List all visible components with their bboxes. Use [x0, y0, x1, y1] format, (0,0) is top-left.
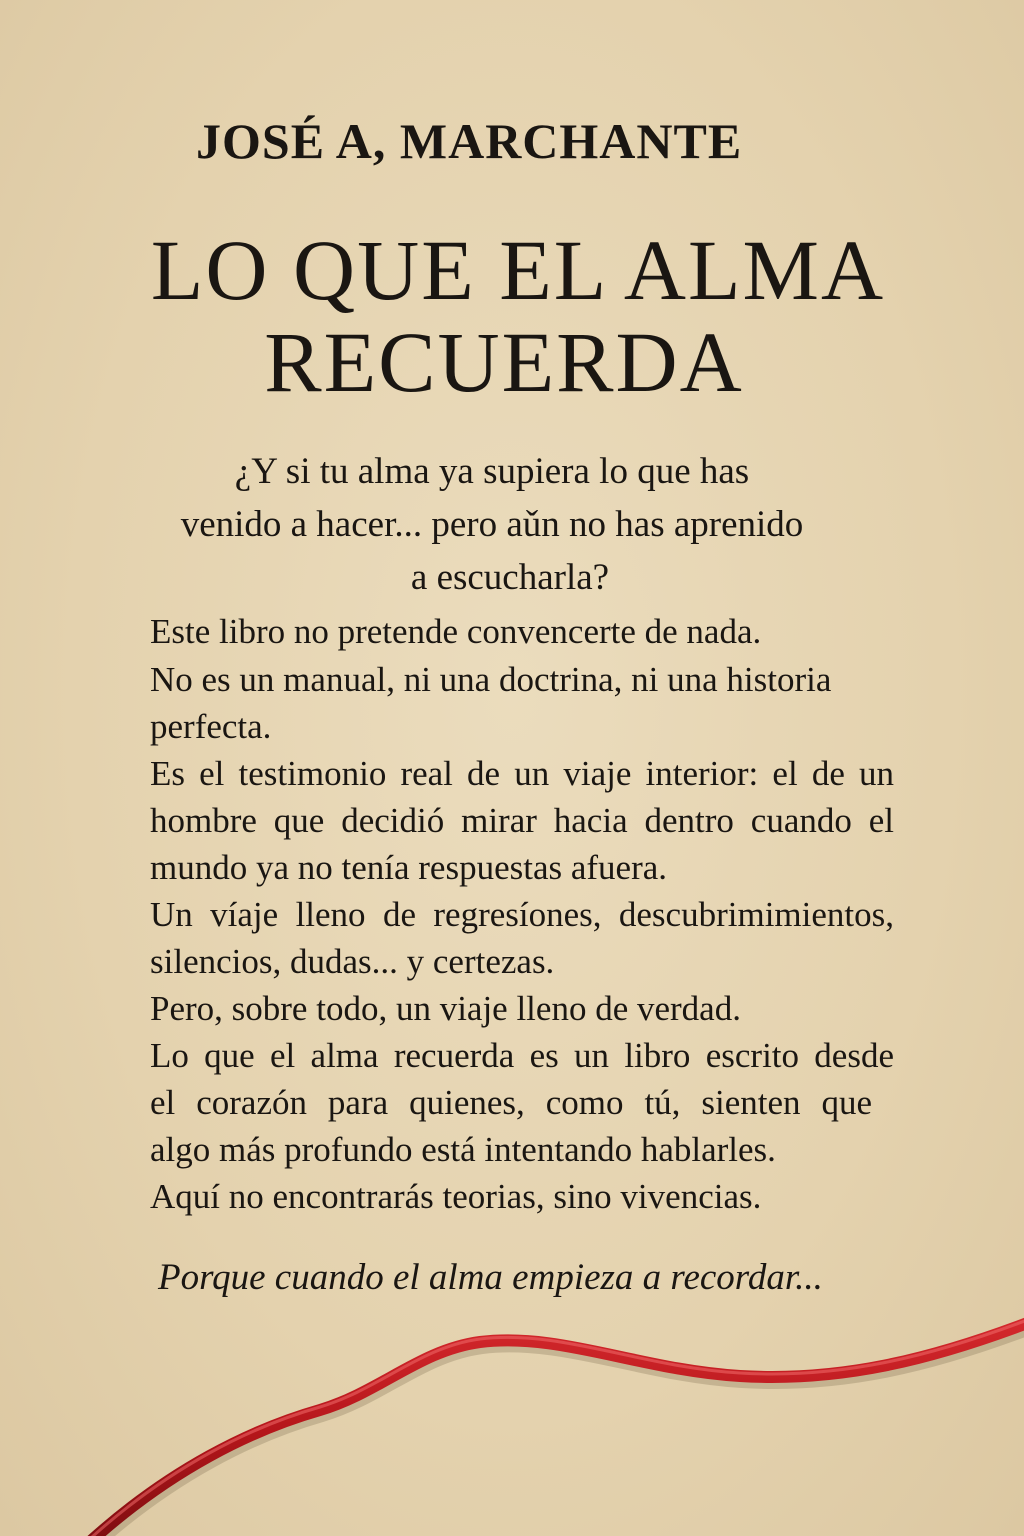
- synopsis-line: el corazón para quienes, como tú, sienten que: [150, 1083, 872, 1122]
- book-title-line-2: RECUERDA: [264, 314, 744, 410]
- synopsis-line: algo más profundo está intentando hablarles.: [150, 1130, 776, 1169]
- author-name: JOSÉ A, MARCHANTE: [196, 113, 743, 169]
- synopsis-line: silencios, dudas... y certezas.: [150, 942, 555, 981]
- book-title-line-1: LO QUE EL ALMA: [150, 222, 886, 318]
- synopsis-line: perfecta.: [150, 707, 272, 746]
- synopsis-line: Aquí no encontrarás teorias, sino vivencias.: [150, 1177, 762, 1216]
- synopsis-line: Este libro no pretende convencerte de nada.: [150, 612, 762, 651]
- synopsis-line: No es un manual, ni una doctrina, ni una historia: [150, 660, 832, 699]
- synopsis-line: Un víaje lleno de regresíones, descubrimimientos,: [150, 895, 894, 934]
- synopsis-line: Es el testimonio real de un viaje interior: el de un: [150, 754, 894, 793]
- synopsis-line: mundo ya no tenía respuestas afuera.: [150, 848, 668, 887]
- synopsis-line: Pero, sobre todo, un viaje lleno de verdad.: [150, 989, 741, 1028]
- synopsis-line: hombre que decidió mirar hacia dentro cuando el: [150, 801, 894, 840]
- question-line-2: venido a hacer... pero aǔn no has aprenido: [180, 504, 804, 545]
- question-line-3: a escucharla?: [410, 557, 610, 598]
- question-line-1: ¿Y si tu alma ya supiera lo que has: [234, 451, 750, 492]
- red-ribbon-decoration: [0, 1300, 1024, 1536]
- synopsis-line: Lo que el alma recuerda es un libro escrito desde: [150, 1036, 894, 1075]
- closing-tagline: Porque cuando el alma empieza a recordar...: [158, 1257, 823, 1298]
